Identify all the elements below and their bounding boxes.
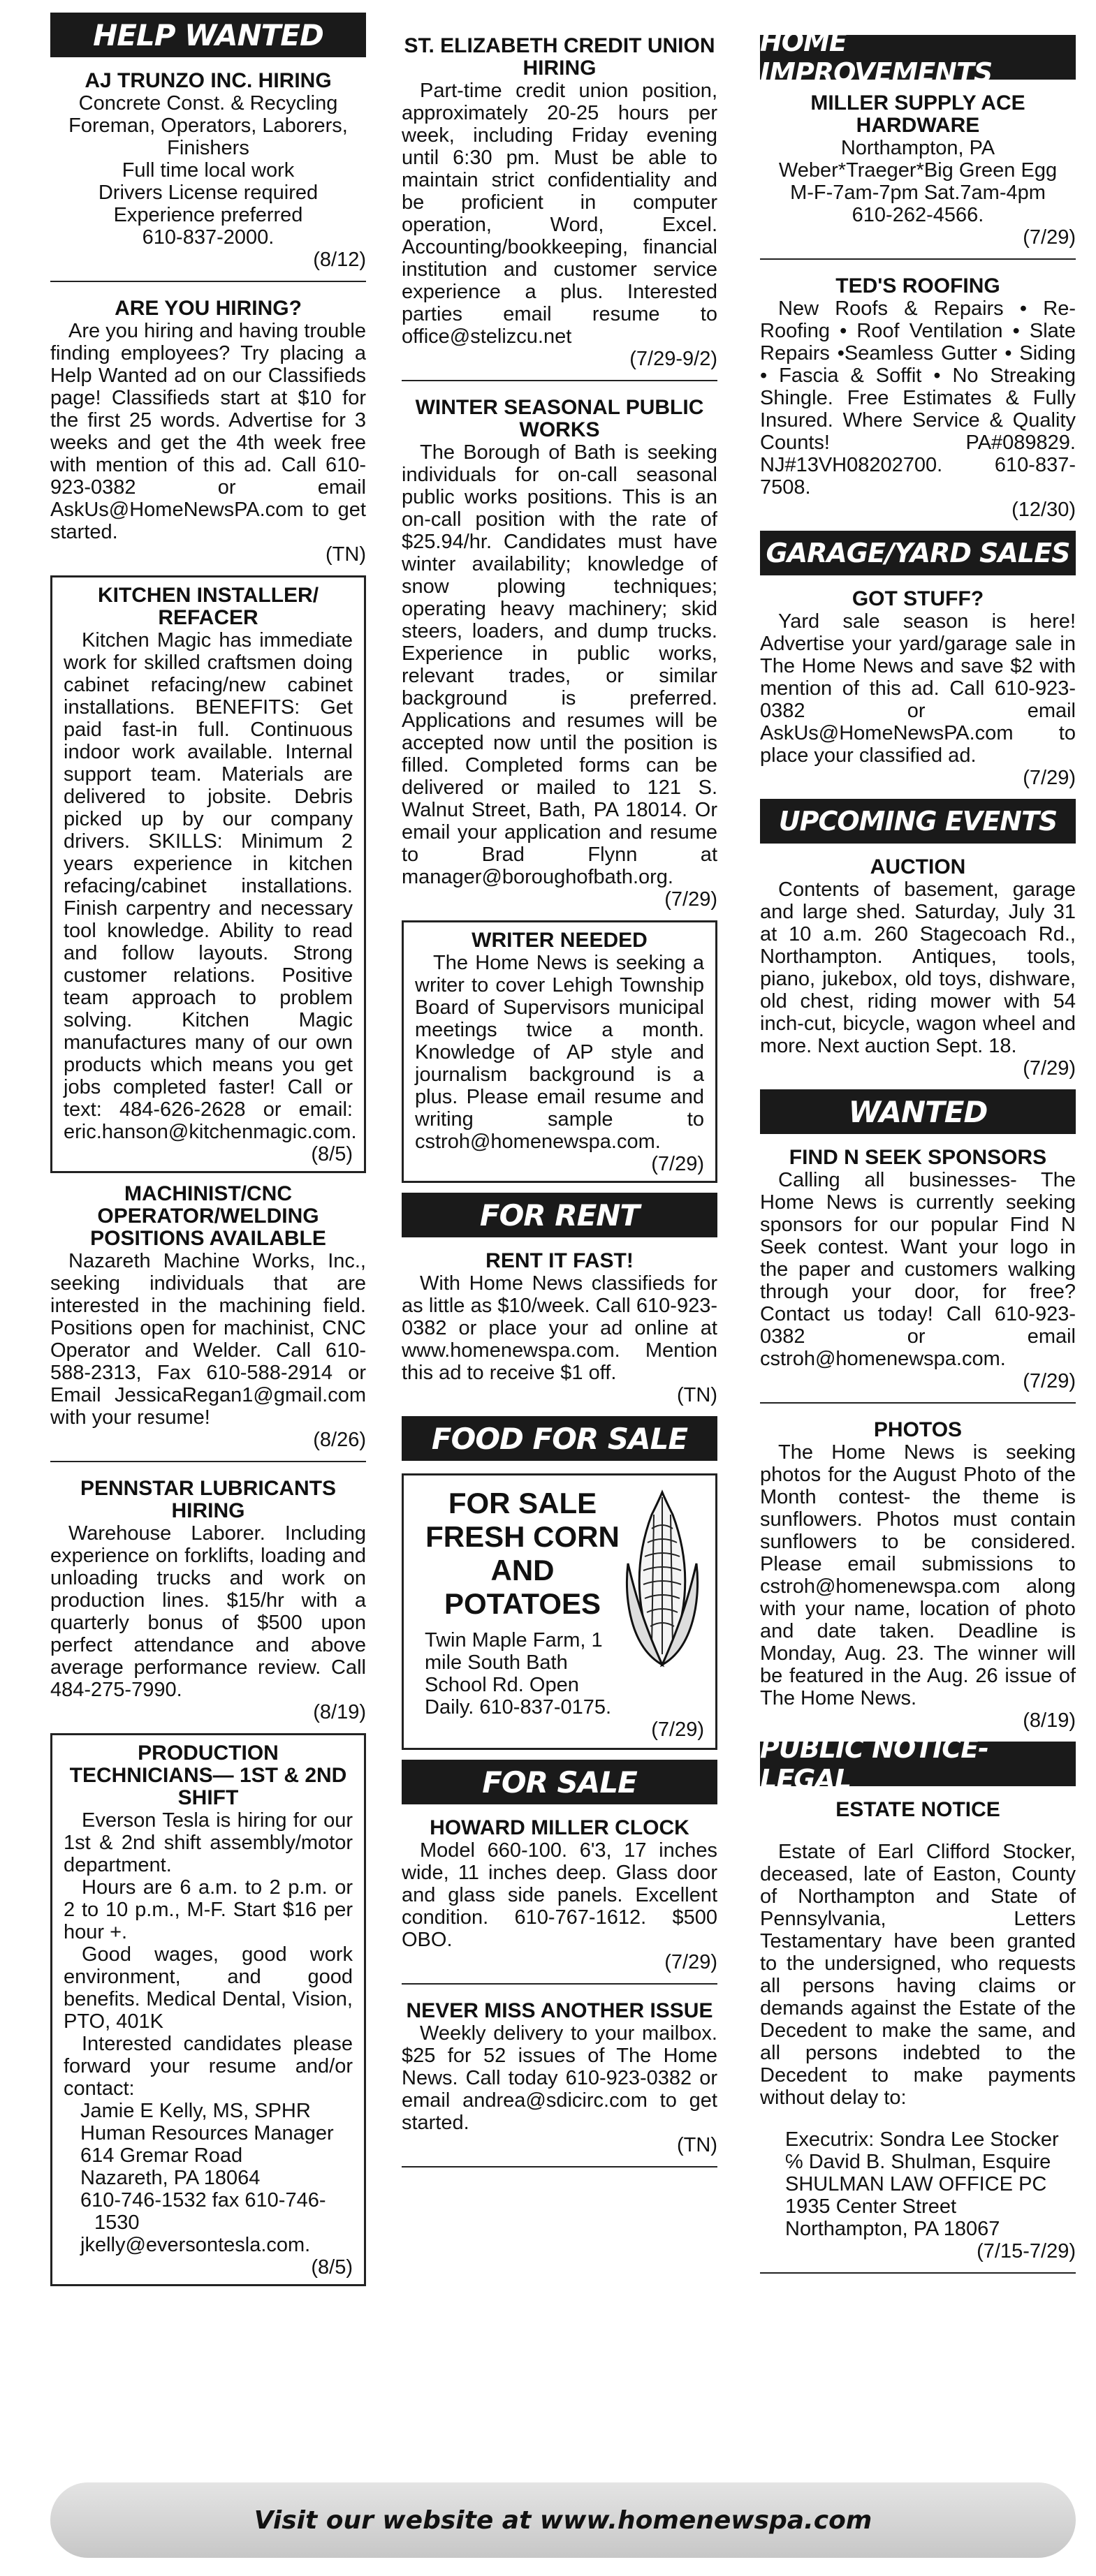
ad-date: (TN) [326,543,366,566]
ad-date: (7/29) [651,1718,704,1741]
website-banner[interactable]: Visit our website at www.homenewspa.com [50,2482,1076,2558]
ad-body: Interested candidates please forward your resume and/or contact: [64,2033,353,2100]
ad-are-you-hiring [50,297,366,566]
ad-winter-public-works [402,397,717,911]
ad-rent-it-fast [402,1250,717,1406]
ad-teds-roofing [760,275,1076,521]
ad-body: Good wages, good work environment, and good benefits. Medical Dental, Vision, PTO, 401K [64,1943,353,2033]
ad-date: (7/29) [664,1951,717,1973]
ad-title: FIND N SEEK SPONSORS [789,1146,1047,1169]
ad-title: GOT STUFF? [852,587,984,610]
ad-estate-notice [760,1799,1076,2262]
ad-date: (7/29) [664,888,717,911]
ad-body: Contents of basement, garage and large shed. Saturday, July 31 at 10 a.m. 260 Stagecoach Rd., Northampton. Antiques, tools, piano, jukebox, old toys, dishware, old chest, riding mower with 54 inch-cut, bicycle, wagon wheel and more. Next auction Sept. 18. [760,878,1076,1057]
ad-body: Hours are 6 a.m. to 2 p.m. or 2 to 10 p.m., M-F. Start $16 per hour +. [64,1876,353,1943]
ad-title: PENNSTAR LUBRICANTS HIRING [80,1477,337,1522]
contact-city: Nazareth, PA 18064 [80,2167,261,2189]
ad-title: HOWARD MILLER CLOCK [430,1816,689,1839]
corn-icon [624,1487,701,1668]
ad-howard-miller-clock [402,1817,717,1973]
ad-title: AJ TRUNZO INC. HIRING [85,69,332,92]
ad-body: Twin Maple Farm, 1 mile South Bath School Rd. Open Daily. 610-837-0175. [425,1629,612,1718]
ad-body: Estate of Earl Clifford Stocker, deceased, late of Easton, County of Northampton and State of Pennsylvania, Letters Testamentary have been granted to the undersigned, who requests all persons having claims or demands against the Estate of the Decedent to make the same, and all persons indebted to the Decedent to make payments without delay to: [760,1841,1076,2109]
ad-date: (8/19) [313,1701,366,1723]
ad-title: ST. ELIZABETH CREDIT UNION HIRING [404,34,715,80]
ad-photos [760,1419,1076,1732]
section-header-help-wanted: HELP WANTED [50,13,366,57]
ad-title: RENT IT FAST! [485,1249,634,1272]
ad-date: (8/12) [313,249,366,271]
ad-body: Yard sale season is here! Advertise your yard/garage sale in The Home News and save $2 with mention of this ad. Call 610-923-0382 or email AskUs@HomeNewsPA.com to place your classified ad. [760,610,1076,767]
ad-auction [760,856,1076,1080]
ad-body: Everson Tesla is hiring for our 1st & 2nd shift assembly/motor department. [64,1809,353,1876]
column-2 [402,13,717,2183]
section-header-upcoming-events: UPCOMING EVENTS [760,799,1076,844]
divider [760,258,1076,260]
ad-title: WINTER SEASONAL PUBLIC WORKS [415,396,704,441]
ad-body: The Home News is seeking photos for the August Photo of the Month contest- the theme is sunflowers. Photos must contain sunflowers to be considered. Please email submissions to cstroh@homenewspa.com along with your name, location of photo and date taken. Deadline is Monday, Aug. 23. The winner will be featured in the Aug. 26 issue of The Home News. [760,1441,1076,1709]
ad-body: Nazareth Machine Works, Inc., seeking individuals that are interested in the machining field. Positions open for machinist, CNC Operator and Welder. Call 610-588-2313, Fax 610-588-2914 or Email JessicaRegan1@gmail.com with your resume! [50,1250,366,1429]
ad-body: Concrete Const. & Recycling Foreman, Operators, Laborers, Finishers Full time local work Drivers License required Experience preferred 610-837-2000. [68,92,348,249]
section-header-for-sale: FOR SALE [402,1760,717,1804]
estate-contact: Executrix: Sondra Lee Stocker ℅ David B. Shulman, Esquire SHULMAN LAW OFFICE PC 1935 Center Street Northampton, PA 18067 [785,2128,1059,2240]
ad-miller-supply [760,92,1076,249]
ad-body: Northampton, PA Weber*Traeger*Big Green Egg M-F-7am-7pm Sat.7am-4pm 610-262-4566. [778,137,1058,226]
divider [760,2272,1076,2274]
divider [50,1461,366,1462]
ad-date: (7/29) [1023,1057,1076,1080]
divider [402,380,717,381]
ad-machinist [50,1183,366,1451]
section-header-for-rent: FOR RENT [402,1193,717,1237]
ad-title: ESTATE NOTICE [835,1798,1000,1821]
ad-date: (12/30) [1011,499,1076,521]
ad-kitchen-installer [50,575,366,1173]
ad-body: Kitchen Magic has immediate work for skilled craftsmen doing cabinet refacing/new cabinet installations. BENEFITS: Get paid fast-in full. Continuous indoor work available. Internal support team. Materials are delivered to jobsite. Debris picked up by our company drivers. SKILLS: Minimum 2 years experience in kitchen refacing/cabinet installations. Finish carpentry and necessary tool knowledge. Ability to read and follow layouts. Strong customer relations. Positive team approach to problem solving. Kitchen Magic manufactures many of our own products which means you get jobs completed faster! Call or text: 484-626-2628 or email: eric.hanson@kitchenmagic.com. [64,629,357,1143]
ad-title: PHOTOS [873,1418,963,1441]
ad-title: AUCTION [870,855,966,878]
ad-title: TED'S ROOFING [835,274,1000,297]
ad-body: Calling all businesses- The Home News is currently seeking sponsors for our popular Find N Seek contest. Want your logo in the paper and customers walking through your door, for free? Contact us today! Call 610-923-0382 or email cstroh@homenewspa.com. [760,1169,1076,1370]
ad-corn-potatoes [402,1473,717,1750]
ad-date: (8/26) [313,1429,366,1451]
ad-body: Are you hiring and having trouble finding employees? Try placing a Help Wanted ad on our Classifieds page! Classifieds start at $10 for the first 25 words. Advertise for 3 weeks and get the 4th week free with mention of this ad. Call 610-923-0382 or email AskUs@HomeNewsPA.com to get started. [50,320,366,543]
ad-date: (8/5) [311,1143,353,1165]
ad-body: Part-time credit union position, approximately 20-25 hours per week, including Friday evening until 6:30 pm. Must be able to maintain strict confidentiality and be proficient in computer operation, Word, Excel. Accounting/bookkeeping, financial institution and customer service experience a plus. Interested parties email resume to office@stelizcu.net [402,80,717,348]
ad-body: With Home News classifieds for as little as $10/week. Call 610-923-0382 or place your ad online at www.homenewspa.com. Mention this ad to receive $1 off. [402,1272,717,1384]
ad-date: (7/29) [1023,1370,1076,1392]
ad-date: (7/15-7/29) [977,2240,1076,2262]
divider [402,2166,717,2167]
ad-production-technicians [50,1733,366,2286]
ad-body: The Home News is seeking a writer to cover Lehigh Township Board of Supervisors municipal meetings twice a month. Knowledge of AP style and journalism background is a plus. Please email resume and writing sample to cstroh@homenewspa.com. [415,952,704,1153]
column-1 [50,13,366,2296]
ad-title: KITCHEN INSTALLER/ REFACER [97,584,319,629]
section-header-wanted: WANTED [760,1089,1076,1134]
section-header-public-notice: PUBLIC NOTICE-LEGAL [760,1742,1076,1786]
contact-name: Jamie E Kelly, MS, SPHR [80,2100,311,2122]
ad-title: NEVER MISS ANOTHER ISSUE [406,1999,713,2022]
ad-date: (7/29-9/2) [629,348,717,370]
contact-street: 614 Gremar Road [80,2144,243,2167]
ad-date: (8/5) [311,2256,353,2279]
ad-body: Weekly delivery to your mailbox. $25 for 52 issues of The Home News. Call today 610-923-0382 or email andrea@sdicirc.com to get started. [402,2022,717,2134]
ad-st-elizabeth [402,35,717,370]
ad-date: (7/29) [1023,226,1076,249]
corn-illustration [620,1487,704,1718]
ad-date: (TN) [677,2134,717,2156]
ad-date: (TN) [677,1384,717,1406]
divider [50,281,366,282]
section-header-garage-yard-sales: GARAGE/YARD SALES [760,531,1076,575]
ad-title: MILLER SUPPLY ACE HARDWARE [810,91,1025,137]
ad-title: WRITER NEEDED [472,929,648,952]
contact-email: jkelly@eversontesla.com. [80,2234,311,2256]
ad-headline: FOR SALE FRESH CORN AND POTATOES [425,1487,620,1620]
section-header-home-improvements: HOME IMPROVEMENTS [760,35,1076,80]
ad-date: (7/29) [651,1153,704,1175]
ad-body: New Roofs & Repairs • Re-Roofing • Roof Ventilation • Slate Repairs •Seamless Gutter • Siding • Fascia & Soffit • No Streaking Shingle. Free Estimates & Fully Insured. Where Service & Quality Counts! PA#089829. NJ#13VH08202700. 610-837-7508. [760,297,1076,499]
contact-phone: 610-746-1532 fax 610-746-1530 [80,2189,326,2234]
ad-never-miss [402,2000,717,2156]
ad-writer-needed [402,920,717,1183]
ad-trunzo [50,70,366,271]
ad-date: (8/19) [1023,1709,1076,1732]
ad-find-n-seek [760,1147,1076,1392]
ad-title: ARE YOU HIRING? [115,297,302,320]
ad-date: (7/29) [1023,767,1076,789]
ad-title: PRODUCTION TECHNICIANS— 1ST & 2ND SHIFT [69,1742,347,1809]
ad-pennstar [50,1478,366,1723]
contact-title: Human Resources Manager [80,2122,334,2144]
ad-body: Warehouse Laborer. Including experience on forklifts, loading and unloading trucks and work on production lines. $15/hr with a quarterly bonus of $500 upon perfect attendance and above average performance review. Call 484-275-7990. [50,1522,366,1701]
divider [760,1402,1076,1404]
ad-title: MACHINIST/CNC OPERATOR/WELDING POSITIONS AVAILABLE [90,1182,326,1250]
ad-body: The Borough of Bath is seeking individuals for on-call seasonal public works positions. This is an on-call position with the rate of $25.94/hr. Candidates must have winter availability; knowledge of snow plowing techniques; operating heavy machinery; skid steers, loaders, and dump trucks. Experience in public works, relevant trades, or similar background is preferred. Applications and resumes will be accepted now until the position is filled. Completed forms can be delivered or mailed to 121 S. Walnut Street, Bath, PA 18014. Or email your application and resume to Brad Flynn at manager@boroughofbath.org. [402,441,717,888]
ad-body: Model 660-100. 6'3, 17 inches wide, 11 inches deep. Glass door and glass side panels. Excellent condition. 610-767-1612. $500 OBO. [402,1839,717,1951]
ad-got-stuff [760,588,1076,789]
section-header-food-for-sale: FOOD FOR SALE [402,1416,717,1461]
column-3 [760,13,1076,2289]
divider [402,1983,717,1985]
